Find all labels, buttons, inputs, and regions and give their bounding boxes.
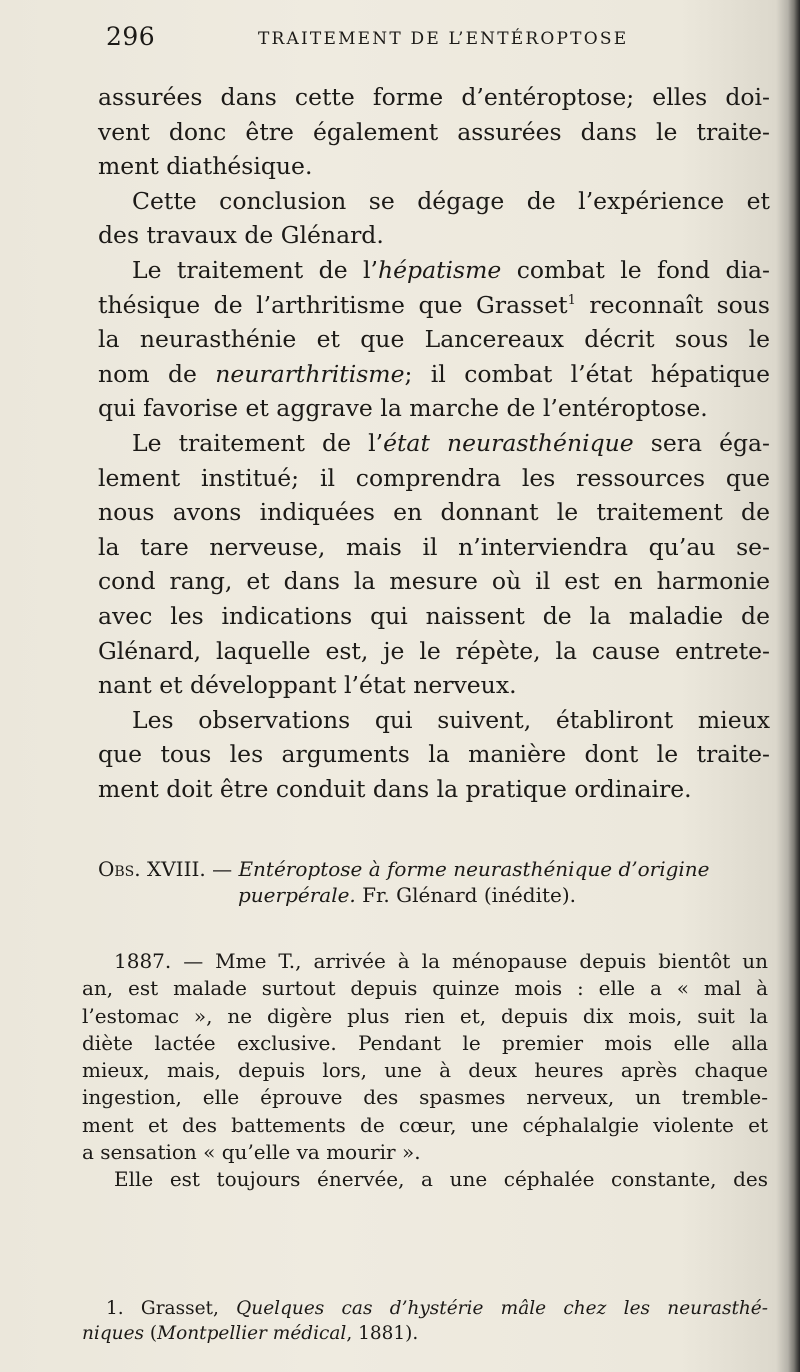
case-line: 1887. — Mme T., arrivée à la ménopause depuis bientôt un (114, 949, 768, 973)
text-line: que tous les arguments la manière dont le traite- (98, 740, 770, 769)
text-line: nous avons indiquées en donnant le traitement de (98, 498, 770, 527)
text-line: la neurasthénie et que Lancereaux décrit sous le (98, 325, 770, 354)
italic-term: état neurasthénique (383, 428, 634, 457)
text-line: avec les indications qui naissent de la maladie de (98, 601, 770, 630)
observation-heading: Obs. XVIII. — Entéroptose à forme neurasthénique d’origine puerpérale. Fr. Glénard (inédite). (98, 857, 710, 907)
page-edge-shadow (788, 0, 800, 1372)
page-number: 296 (106, 22, 156, 51)
case-line: l’estomac », ne digère plus rien et, depuis dix mois, suit la (82, 1003, 768, 1028)
main-text (98, 80, 770, 806)
text-line: Cette conclusion se dégage de l’expérience et (132, 186, 770, 215)
observation-title-cont: puerpérale. (238, 883, 356, 907)
text-line: Le traitement de l’état neurasthénique sera éga- (132, 428, 770, 457)
case-line: mieux, mais, depuis lors, une à deux heures après chaque (82, 1058, 768, 1083)
page-header (100, 22, 770, 62)
running-title: TRAITEMENT DE L’ENTÉROPTOSE (258, 29, 629, 49)
text-line: des travaux de Glénard. (98, 221, 384, 250)
case-line: Elle est toujours énervée, a une céphalée constante, des (114, 1167, 768, 1192)
text-line: thésique de l’arthritisme que Grasset$^1$ reconnaît sous (98, 290, 770, 319)
case-line: ingestion, elle éprouve des spasmes nerveux, un tremble- (82, 1085, 768, 1110)
case-line: a sensation « qu’elle va mourir ». (82, 1140, 421, 1165)
text-line: qui favorise et aggrave la marche de l’entéroptose. (98, 394, 708, 423)
text-line: la tare nerveuse, mais il n’interviendra qu’au se- (98, 532, 770, 561)
text-line: cond rang, et dans la mesure où il est en harmonie (98, 567, 770, 596)
case-report (82, 948, 768, 1194)
text-line: vent donc être également assurées dans le traite- (98, 117, 770, 146)
case-line: ment et des battements de cœur, une céphalalgie violente et (82, 1112, 768, 1137)
text-line: Les observations qui suivent, établiront mieux (132, 705, 770, 734)
case-line: diète lactée exclusive. Pendant le premier mois elle alla (82, 1030, 768, 1055)
observation-author: Fr. Glénard (inédite). (355, 883, 576, 907)
footnote: 1. Grasset, Quelques cas d’hystérie mâle chez les neurasthé- niques (Montpellier médical, 1881). (82, 1298, 768, 1344)
italic-term: hépatisme (378, 255, 502, 284)
text-line: Glénard, laquelle est, je le répète, la cause entrete- (98, 636, 770, 665)
observation-label: Obs. XVIII. (98, 857, 206, 881)
text-line: nant et développant l’état nerveux. (98, 671, 517, 700)
case-line: an, est malade surtout depuis quinze mois : elle a « mal à (82, 976, 768, 1001)
footnote-journal: Montpellier médical (157, 1323, 347, 1344)
footnote-title: Quelques cas d’hystérie mâle chez les neurasthé- (236, 1298, 768, 1319)
observation-title: Entéroptose à forme neurasthénique d’origine (238, 857, 710, 881)
footnote-number: 1. Grasset, (106, 1298, 237, 1319)
footnote-marker: 1 (567, 292, 576, 308)
text-line: nom de neurarthritisme; il combat l’état hépatique (98, 359, 770, 388)
text-line: ment diathésique. (98, 152, 313, 181)
text-line: assurées dans cette forme d’entéroptose; elles doi- (98, 83, 770, 111)
text-line: Le traitement de l’hépatisme combat le fond dia- (132, 255, 770, 284)
text-line: ment doit être conduit dans la pratique ordinaire. (98, 774, 692, 803)
italic-term: neurarthritisme (215, 359, 405, 388)
text-line: lement institué; il comprendra les ressources que (98, 463, 770, 492)
